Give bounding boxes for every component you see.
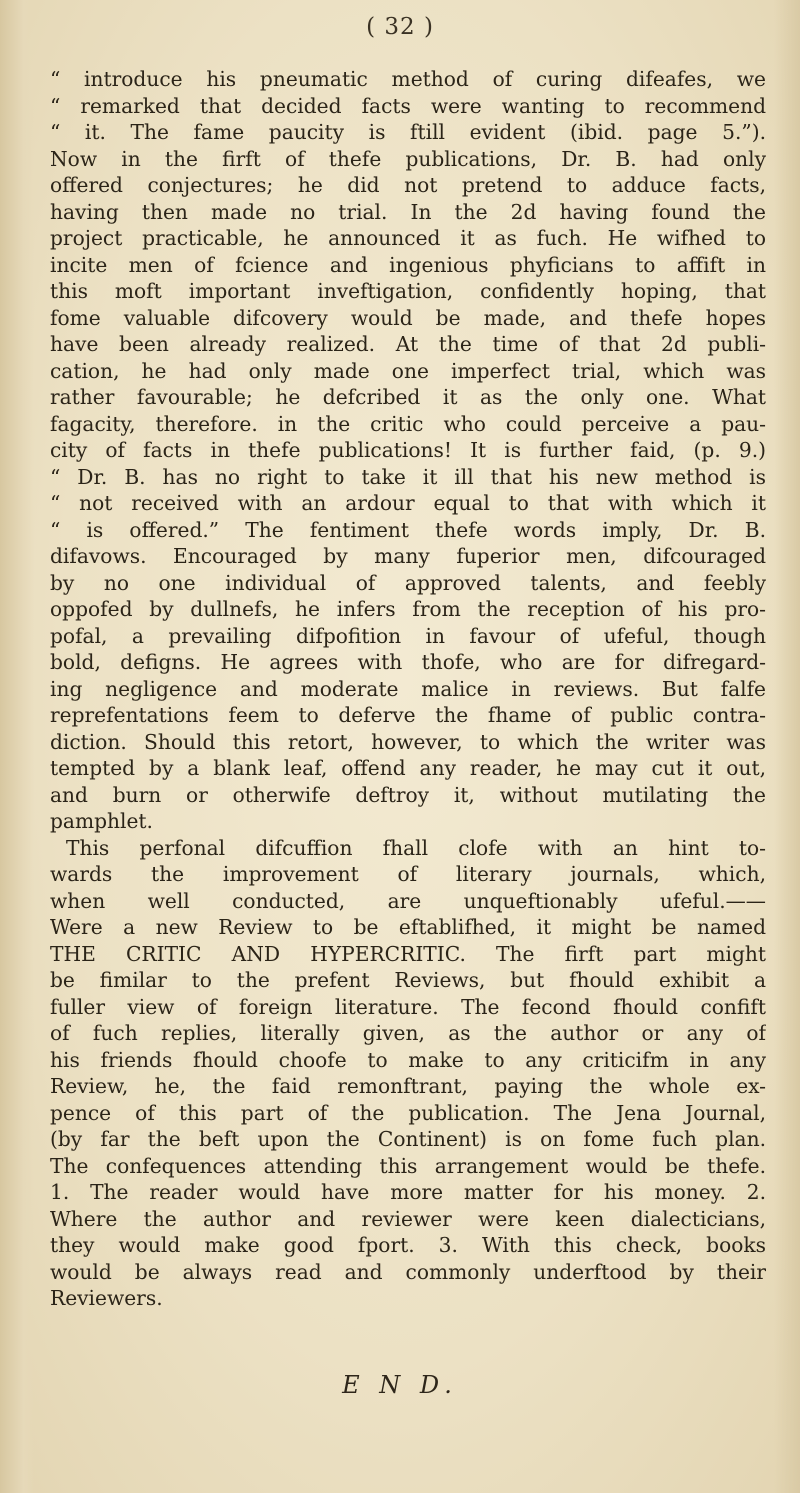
- text-line: ing negligence and moderate malice in reviews. But falfe: [50, 676, 766, 701]
- text-line: offered conjectures; he did not pretend to adduce facts,: [50, 173, 766, 197]
- text-line: 1. The reader would have more matter for his money. 2.: [50, 1180, 766, 1204]
- text-line: diction. Should this retort, however, to which the writer was: [50, 729, 766, 754]
- text-line: by no one individual of approved talents, and feebly: [50, 570, 766, 595]
- text-line: project practicable, he announced it as fuch. He wifhed to: [50, 226, 766, 250]
- text-line: be fimilar to the prefent Reviews, but fhould exhibit a: [50, 968, 766, 992]
- text-line: have been already realized. At the time of that 2d publi-: [50, 332, 766, 356]
- text-line: “ remarked that decided facts were wanting to recommend: [50, 93, 766, 118]
- text-line: “ not received with an ardour equal to that with which it: [50, 491, 766, 515]
- text-line: fome valuable difcovery would be made, and thefe hopes: [50, 305, 766, 330]
- text-line: pofal, a prevailing difpofition in favour of ufeful, though: [50, 623, 766, 648]
- text-line: reprefentations feem to deferve the fhame of public contra-: [50, 703, 766, 727]
- text-line: (by far the beft upon the Continent) is on fome fuch plan.: [50, 1127, 766, 1151]
- end-mark: E N D.: [342, 1371, 458, 1399]
- text-line: Now in the firft of thefe publications, Dr. B. had only: [50, 146, 766, 171]
- text-line: rather favourable; he defcribed it as the only one. What: [50, 385, 766, 409]
- text-line: pence of this part of the publication. The Jena Journal,: [50, 1100, 766, 1125]
- text-line: incite men of fcience and ingenious phyficians to affift in: [50, 252, 766, 277]
- text-line: Reviewers.: [50, 1286, 163, 1310]
- text-line: pamphlet.: [50, 809, 153, 833]
- text-line: fagacity, therefore. in the critic who could perceive a pau-: [50, 411, 766, 436]
- text-line: Where the author and reviewer were keen dialecticians,: [50, 1206, 766, 1231]
- page-edge-right: [774, 0, 800, 1493]
- text-line: THE CRITIC AND HYPERCRITIC. The firft part might: [50, 941, 766, 966]
- text-line: difavows. Encouraged by many fuperior men, difcouraged: [50, 544, 766, 568]
- body-text: [50, 66, 766, 1312]
- text-line: they would make good fport. 3. With this check, books: [50, 1233, 766, 1257]
- page-edge-left: [0, 0, 34, 1493]
- text-line: bold, defigns. He agrees with thofe, who are for difregard-: [50, 650, 766, 674]
- text-line: oppofed by dullnefs, he infers from the reception of his pro-: [50, 597, 766, 621]
- text-line: would be always read and commonly underftood by their: [50, 1259, 766, 1284]
- text-line: Review, he, the faid remonftrant, paying the whole ex-: [50, 1074, 766, 1098]
- page-number: ( 32 ): [366, 14, 434, 40]
- text-line: when well conducted, are unqueftionably ufeful.——: [50, 888, 766, 913]
- text-line: This perfonal difcuffion fhall clofe with an hint to-: [66, 835, 766, 860]
- text-line: “ it. The fame paucity is ftill evident (ibid. page 5.”).: [50, 120, 766, 144]
- text-line: his friends fhould choofe to make to any criticifm in any: [50, 1047, 766, 1072]
- text-line: having then made no trial. In the 2d having found the: [50, 199, 766, 224]
- text-line: wards the improvement of literary journals, which,: [50, 862, 766, 886]
- text-line: “ is offered.” The fentiment thefe words imply, Dr. B.: [50, 517, 766, 542]
- text-line: this moft important inveftigation, confidently hoping, that: [50, 279, 766, 303]
- text-line: “ Dr. B. has no right to take it ill that his new method is: [50, 464, 766, 489]
- text-line: “ introduce his pneumatic method of curing difeafes, we: [50, 67, 766, 91]
- text-line: cation, he had only made one imperfect trial, which was: [50, 358, 766, 383]
- text-line: and burn or otherwife deftroy it, without mutilating the: [50, 782, 766, 807]
- text-line: of fuch replies, literally given, as the author or any of: [50, 1021, 766, 1045]
- text-line: Were a new Review to be eftablifhed, it might be named: [50, 915, 766, 939]
- text-line: tempted by a blank leaf, offend any reader, he may cut it out,: [50, 756, 766, 780]
- text-line: fuller view of foreign literature. The fecond fhould confift: [50, 994, 766, 1019]
- text-line: city of facts in thefe publications! It is further faid, (p. 9.): [50, 438, 766, 462]
- text-line: The confequences attending this arrangement would be thefe.: [50, 1153, 766, 1178]
